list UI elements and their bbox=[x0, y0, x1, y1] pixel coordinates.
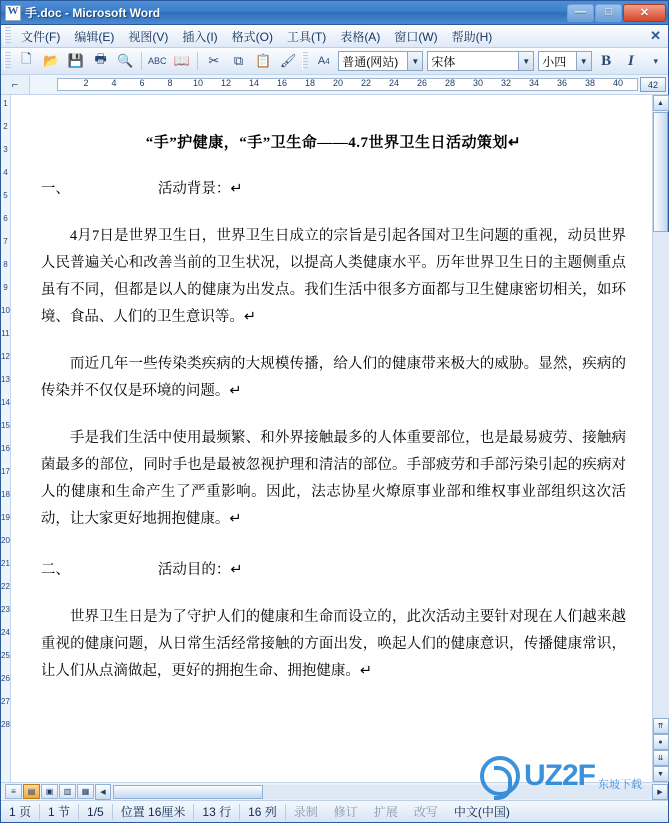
horizontal-scroll-area[interactable] bbox=[95, 784, 668, 800]
ruler-tick: 10 bbox=[192, 78, 204, 88]
save-icon[interactable]: 💾 bbox=[67, 53, 84, 68]
scroll-down-icon[interactable]: ▼ bbox=[653, 766, 669, 782]
ruler-tick: 30 bbox=[472, 78, 484, 88]
research-icon[interactable]: 📖 bbox=[173, 53, 191, 68]
menu-bar bbox=[1, 25, 668, 48]
menu-item-edit[interactable]: 编辑(E) bbox=[74, 29, 115, 44]
outline-view-button[interactable]: ▥ bbox=[59, 784, 76, 799]
spelling-check-icon[interactable]: ABC bbox=[147, 56, 167, 66]
status-position: 位置 16厘米 bbox=[113, 804, 195, 820]
vruler-tick: 15 bbox=[1, 421, 10, 430]
vruler-tick: 13 bbox=[1, 375, 10, 384]
ruler-tick: 32 bbox=[500, 78, 512, 88]
italic-button[interactable]: I bbox=[628, 52, 634, 69]
close-icon: ✕ bbox=[639, 6, 650, 19]
ruler-tick: 40 bbox=[612, 78, 624, 88]
horizontal-scroll-track[interactable] bbox=[263, 785, 652, 799]
print-layout-view-button[interactable]: ▣ bbox=[41, 784, 58, 799]
scroll-left-icon[interactable]: ◀ bbox=[95, 784, 111, 800]
font-size-combo[interactable] bbox=[538, 51, 591, 71]
copy-icon[interactable]: ⧉ bbox=[233, 53, 244, 68]
heading-text: 活动背景：↵ bbox=[157, 181, 243, 197]
horizontal-scroll-thumb[interactable] bbox=[113, 785, 263, 799]
vruler-tick: 17 bbox=[1, 467, 10, 476]
vruler-tick: 11 bbox=[1, 329, 10, 338]
vruler-tick: 9 bbox=[3, 283, 8, 292]
normal-view-button[interactable]: ≡ bbox=[5, 784, 22, 799]
status-column: 16 列 bbox=[240, 804, 286, 820]
scroll-up-icon[interactable]: ▲ bbox=[653, 95, 669, 111]
ruler-tick: 20 bbox=[332, 78, 344, 88]
vruler-tick: 18 bbox=[1, 490, 10, 499]
close-document-button[interactable]: ✕ bbox=[650, 28, 661, 43]
vruler-tick: 28 bbox=[1, 720, 10, 729]
section-heading-2 bbox=[41, 557, 626, 584]
vertical-scrollbar[interactable] bbox=[652, 95, 668, 782]
body-area bbox=[1, 95, 668, 782]
menu-item-tools[interactable]: 工具(T) bbox=[286, 29, 327, 44]
word-icon bbox=[5, 5, 21, 21]
heading-number: 一、 bbox=[40, 181, 70, 197]
ruler-tick: 34 bbox=[528, 78, 540, 88]
ruler-tick: 28 bbox=[444, 78, 456, 88]
scroll-right-icon[interactable]: ▶ bbox=[652, 784, 668, 800]
cut-icon[interactable]: ✂ bbox=[208, 53, 220, 68]
formatting-toolbar-grip[interactable] bbox=[302, 52, 309, 70]
font-size-combo-value: 小四 bbox=[542, 54, 567, 69]
vruler-tick: 4 bbox=[3, 168, 8, 177]
menu-item-view[interactable]: 视图(V) bbox=[128, 29, 169, 44]
paragraph: 手是我们生活中使用最频繁、和外界接触最多的人体重要部位，也是最易疲劳、接触病菌最多的部位，同时手也是最被忽视护理和清洁的部位。手部疲劳和手部污染引起的疾病对人的健康和生命产生了严重影响。因此，法志协星火燎原事业部和维权事业部组织这次活动，让大家更好地拥抱健康。↵ bbox=[40, 430, 626, 527]
vruler-tick: 7 bbox=[3, 237, 8, 246]
ruler-tick: 38 bbox=[584, 78, 596, 88]
chevron-down-icon[interactable]: ▼ bbox=[518, 52, 533, 70]
maximize-icon: □ bbox=[605, 5, 612, 18]
vruler-tick: 12 bbox=[1, 352, 10, 361]
print-icon[interactable]: 🖶 bbox=[94, 51, 107, 66]
bold-button[interactable]: B bbox=[601, 52, 612, 69]
document-title: “手”护健康，“手”卫生命——4.7世界卫生日活动策划↵ bbox=[145, 135, 522, 151]
window-title: 手.doc - Microsoft Word bbox=[25, 6, 161, 20]
vruler-tick: 5 bbox=[3, 191, 8, 200]
status-section: 1 节 bbox=[40, 804, 79, 820]
status-record-macro[interactable]: 录制 bbox=[293, 805, 318, 819]
chevron-down-icon[interactable]: ▼ bbox=[407, 52, 422, 70]
menubar-grip[interactable] bbox=[4, 27, 11, 45]
ruler-tick: 16 bbox=[276, 78, 288, 88]
paste-icon[interactable]: 📋 bbox=[255, 53, 272, 68]
ruler-tick: 4 bbox=[111, 78, 117, 88]
vruler-tick: 22 bbox=[1, 582, 10, 591]
ruler-tick: 36 bbox=[556, 78, 568, 88]
ruler-tick: 12 bbox=[220, 78, 232, 88]
ruler-tick: 8 bbox=[167, 78, 173, 88]
ruler-row bbox=[1, 75, 668, 95]
menu-item-window[interactable]: 窗口(W) bbox=[394, 29, 438, 44]
menu-item-table[interactable]: 表格(A) bbox=[340, 29, 381, 44]
document-canvas[interactable] bbox=[11, 95, 652, 782]
font-combo[interactable] bbox=[427, 51, 534, 71]
menu-item-format[interactable]: 格式(O) bbox=[231, 29, 273, 44]
close-button[interactable] bbox=[623, 4, 666, 22]
vruler-tick: 16 bbox=[1, 444, 10, 453]
vruler-tick: 27 bbox=[1, 697, 10, 706]
status-page: 1 页 bbox=[1, 804, 40, 820]
section-heading-1 bbox=[41, 176, 626, 203]
chevron-down-icon[interactable]: ▼ bbox=[576, 52, 591, 70]
ruler-tick: 2 bbox=[83, 78, 89, 88]
status-track-changes[interactable]: 修订 bbox=[333, 805, 358, 819]
toolbar-separator-2 bbox=[197, 52, 198, 70]
style-combo[interactable] bbox=[338, 51, 423, 71]
heading-text: 活动目的：↵ bbox=[157, 562, 243, 578]
vertical-scroll-thumb[interactable] bbox=[653, 112, 668, 232]
previous-page-icon[interactable]: ⇈ bbox=[653, 718, 669, 734]
status-page-of: 1/5 bbox=[79, 804, 113, 820]
status-line: 13 行 bbox=[194, 804, 240, 820]
paragraph: 世界卫生日是为了守护人们的健康和生命而设立的，此次活动主要针对现在人们越来越重视的健康问题，从日常生活经常接触的方面出发，唤起人们的健康意识，传播健康常识，让人们从点滴做起，更好的拥抱生命、拥抱健康。↵ bbox=[40, 609, 626, 679]
status-language[interactable]: 中文(中国) bbox=[453, 805, 510, 819]
ruler-tick: 18 bbox=[304, 78, 316, 88]
horizontal-scroll-bar bbox=[1, 782, 668, 800]
vruler-tick: 21 bbox=[1, 559, 10, 568]
vruler-tick: 23 bbox=[1, 605, 10, 614]
ruler-tick: 14 bbox=[248, 78, 260, 88]
style-combo-value: 普通(网站) bbox=[342, 54, 399, 69]
heading-number: 二、 bbox=[40, 562, 70, 578]
watermark-subtext: 东坡下载 bbox=[598, 779, 642, 791]
horizontal-ruler[interactable] bbox=[30, 75, 668, 94]
menu-item-file[interactable]: 文件(F) bbox=[21, 29, 61, 44]
status-bar bbox=[1, 800, 668, 822]
open-icon[interactable]: 📂 bbox=[43, 53, 60, 68]
vruler-tick: 25 bbox=[1, 651, 10, 660]
font-combo-value: 宋体 bbox=[431, 54, 456, 69]
ruler-tick: 6 bbox=[139, 78, 145, 88]
ruler-tick: 24 bbox=[388, 78, 400, 88]
format-painter-icon[interactable]: 🖌 bbox=[279, 53, 297, 68]
minimize-button[interactable] bbox=[567, 4, 594, 22]
standard-toolbar bbox=[1, 48, 668, 75]
web-layout-view-button[interactable]: ▤ bbox=[23, 784, 40, 799]
new-icon[interactable]: 🗋 bbox=[21, 51, 32, 66]
status-overtype[interactable]: 改写 bbox=[413, 805, 438, 819]
ruler-tick: 26 bbox=[416, 78, 428, 88]
menu-item-insert[interactable]: 插入(I) bbox=[182, 29, 218, 44]
vruler-tick: 24 bbox=[1, 628, 10, 637]
vruler-tick: 19 bbox=[1, 513, 10, 522]
watermark-text: UZ2F bbox=[524, 759, 595, 792]
paragraph: 4月7日是世界卫生日，世界卫生日成立的宗旨是引起各国对卫生问题的重视，动员世界人民普遍关心和改善当前的卫生状况，以提高人类健康水平。历年世界卫生日的主题侧重点虽有不同，但都是以人的健康为出发点。我们生活中很多方面都与卫生健康密切相关，如环境、食品、人们的卫生意识等。↵ bbox=[40, 228, 626, 325]
vruler-tick: 14 bbox=[1, 398, 10, 407]
vruler-tick: 8 bbox=[3, 260, 8, 269]
vruler-tick: 6 bbox=[3, 214, 8, 223]
document-page[interactable] bbox=[11, 95, 652, 782]
toolbar-overflow-icon[interactable]: ▾ bbox=[653, 55, 658, 66]
vruler-tick: 26 bbox=[1, 674, 10, 683]
title-bar bbox=[1, 1, 668, 25]
minimize-icon: — bbox=[575, 5, 586, 18]
toolbar-separator bbox=[141, 52, 142, 70]
vruler-tick: 20 bbox=[1, 536, 10, 545]
vertical-ruler[interactable] bbox=[1, 95, 11, 782]
reading-layout-view-button[interactable]: ▦ bbox=[77, 784, 94, 799]
maximize-button[interactable] bbox=[595, 4, 622, 22]
vruler-tick: 3 bbox=[3, 145, 8, 154]
styles-and-formatting-icon: A 4 bbox=[317, 55, 330, 67]
vruler-tick: 1 bbox=[3, 99, 8, 108]
print-preview-icon[interactable]: 🔍 bbox=[117, 53, 134, 68]
next-page-icon[interactable]: ⇊ bbox=[653, 750, 669, 766]
status-extend-selection[interactable]: 扩展 bbox=[373, 805, 398, 819]
paragraph: 而近几年一些传染类疾病的大规模传播，给人们的健康带来极大的威胁。显然，疾病的传染并不仅仅是环境的问题。↵ bbox=[40, 356, 626, 399]
vruler-tick: 2 bbox=[3, 122, 8, 131]
ruler-tick: 22 bbox=[360, 78, 372, 88]
ruler-end-marker[interactable]: 42 bbox=[640, 77, 666, 92]
standard-toolbar-grip[interactable] bbox=[4, 52, 11, 70]
view-buttons bbox=[1, 784, 95, 799]
tab-selector-button[interactable]: ⌐ bbox=[1, 75, 30, 94]
select-browse-object-icon[interactable]: ● bbox=[653, 734, 669, 750]
menu-item-help[interactable]: 帮助(H) bbox=[451, 29, 493, 44]
vertical-scroll-track[interactable] bbox=[653, 232, 669, 718]
vruler-tick: 10 bbox=[1, 306, 10, 315]
